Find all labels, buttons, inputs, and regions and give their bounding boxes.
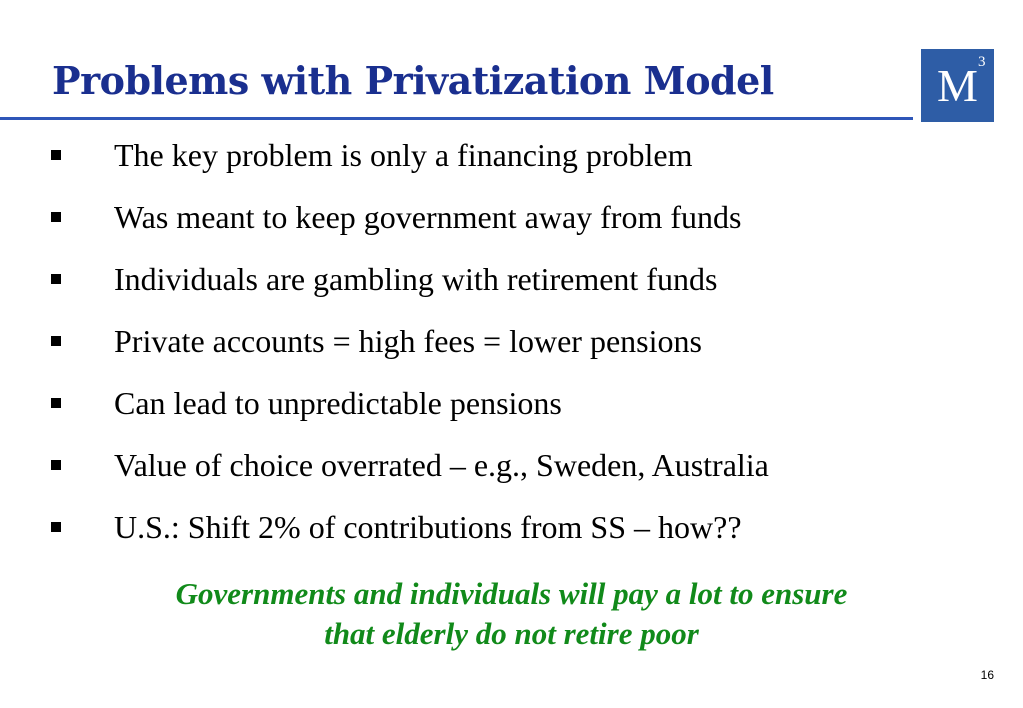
bullet-text: Can lead to unpredictable pensions [114,385,562,421]
square-bullet-icon [51,274,61,284]
bullet-text: U.S.: Shift 2% of contributions from SS – how?? [114,509,742,545]
bullet-text: Individuals are gambling with retirement funds [114,261,718,297]
bullet-text: Value of choice overrated – e.g., Sweden, Australia [114,447,769,483]
square-bullet-icon [51,336,61,346]
bullet-text: Private accounts = high fees = lower pensions [114,323,702,359]
callout-text [0,574,1023,654]
logo-letter: M [937,60,978,111]
square-bullet-icon [51,522,61,532]
square-bullet-icon [51,212,61,222]
logo-superscript: 3 [978,54,986,70]
callout-line-2: that elderly do not retire poor [324,616,699,651]
bullet-text: Was meant to keep government away from funds [114,199,742,235]
bullet-text: The key problem is only a financing problem [114,137,693,173]
square-bullet-icon [51,460,61,470]
slide-title: Problems with Privatization Model [52,58,774,103]
m3-logo [921,49,994,122]
page-number: 16 [980,668,994,682]
square-bullet-icon [51,398,61,408]
square-bullet-icon [51,150,61,160]
callout-line-1: Governments and individuals will pay a lot to ensure [175,576,848,611]
title-underline [0,117,913,120]
